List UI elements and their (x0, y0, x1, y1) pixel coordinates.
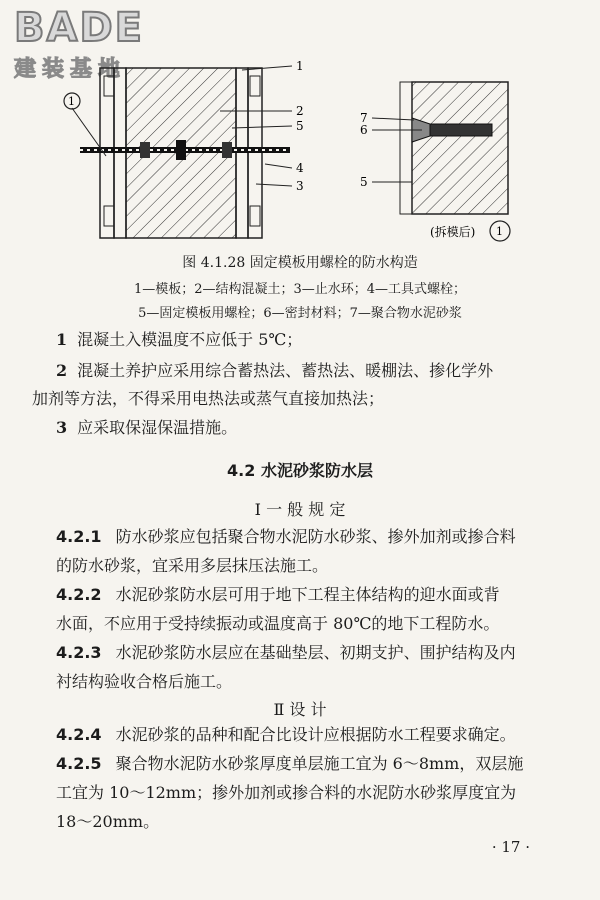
figure-caption-title: 图 4.1.28 固定模板用螺栓的防水构造 (182, 255, 418, 271)
clause-text-cont: 工宜为 10～12mm；掺外加剂或掺合料的水泥防水砂浆厚度宜为 (56, 783, 517, 802)
figure-legend-line-1: 1—模板；2—结构混凝土；3—止水环；4—工具式螺栓； (133, 282, 467, 297)
clause-4-2-3 (56, 638, 556, 696)
clause-number: 4.2.4 (56, 725, 102, 744)
clause-text: 防水砂浆应包括聚合物水泥防水砂浆、掺外加剂或掺合料 (115, 527, 516, 546)
callout-3: 3 (296, 179, 304, 193)
callout-5: 5 (296, 119, 304, 133)
subsection-general: Ⅰ 一 般 规 定 (254, 500, 346, 519)
figure-4-1-28 (60, 56, 560, 246)
page-number: · 17 · (491, 838, 530, 856)
clause-text-cont: 衬结构验收合格后施工。 (56, 672, 233, 691)
callout-7: 7 (360, 111, 368, 125)
clause-number: 4.2.2 (56, 585, 102, 604)
list-item (56, 326, 556, 354)
clause-4-2-1 (56, 522, 556, 580)
item-number: 2 (56, 361, 68, 380)
after-removal-label: (拆模后) (430, 225, 476, 239)
clause-text: 水泥砂浆防水层应在基础垫层、初期支护、围护结构及内 (115, 643, 516, 662)
bolt-waterproofing-diagram (60, 56, 560, 246)
clause-text-cont: 水面，不应用于受持续振动或温度高于 80℃的地下工程防水。 (56, 614, 500, 633)
clause-4-2-2 (56, 580, 556, 638)
callout-5-right: 5 (360, 175, 368, 189)
clause-4-2-4 (56, 720, 556, 749)
subsection-design: Ⅱ 设 计 (273, 700, 327, 719)
item-number: 1 (56, 330, 68, 349)
clause-text: 聚合物水泥防水砂浆厚度单层施工宜为 6～8mm，双层施 (115, 754, 524, 773)
clause-number: 4.2.3 (56, 643, 102, 662)
circle-marker-right: 1 (496, 225, 503, 238)
clause-text: 水泥砂浆防水层可用于地下工程主体结构的迎水面或背 (115, 585, 500, 604)
item-text: 混凝土入模温度不应低于 5℃； (77, 330, 303, 349)
list-item (56, 414, 556, 442)
right-section-drawing (372, 82, 510, 241)
clause-text-cont: 的防水砂浆，宜采用多层抹压法施工。 (56, 556, 329, 575)
item-text: 应采取保湿保温措施。 (77, 418, 238, 437)
logo-subtitle: 建装基地 (14, 57, 127, 82)
callout-1: 1 (296, 59, 304, 73)
item-number: 3 (56, 418, 68, 437)
clause-number: 4.2.1 (56, 527, 102, 546)
logo-brand: BADE (14, 5, 144, 51)
callout-2: 2 (296, 104, 304, 118)
clause-text-cont: 18～20mm。 (56, 812, 160, 831)
clause-number: 4.2.5 (56, 754, 102, 773)
section-title: 4.2 水泥砂浆防水层 (227, 461, 373, 480)
callout-6: 6 (360, 123, 368, 137)
clause-text: 水泥砂浆的品种和配合比设计应根据防水工程要求确定。 (115, 725, 516, 744)
item-text: 混凝土养护应采用综合蓄热法、蓄热法、暖棚法、掺化学外 (77, 361, 494, 380)
left-section-drawing (64, 66, 292, 238)
callout-4: 4 (296, 161, 304, 175)
item-text-cont: 加剂等方法，不得采用电热法或蒸气直接加热法； (32, 389, 385, 408)
circle-marker-left: 1 (68, 95, 75, 108)
figure-legend-line-2: 5—固定模板用螺栓；6—密封材料；7—聚合物水泥砂浆 (138, 306, 462, 321)
list-item (32, 357, 556, 413)
clause-4-2-5 (56, 749, 556, 836)
